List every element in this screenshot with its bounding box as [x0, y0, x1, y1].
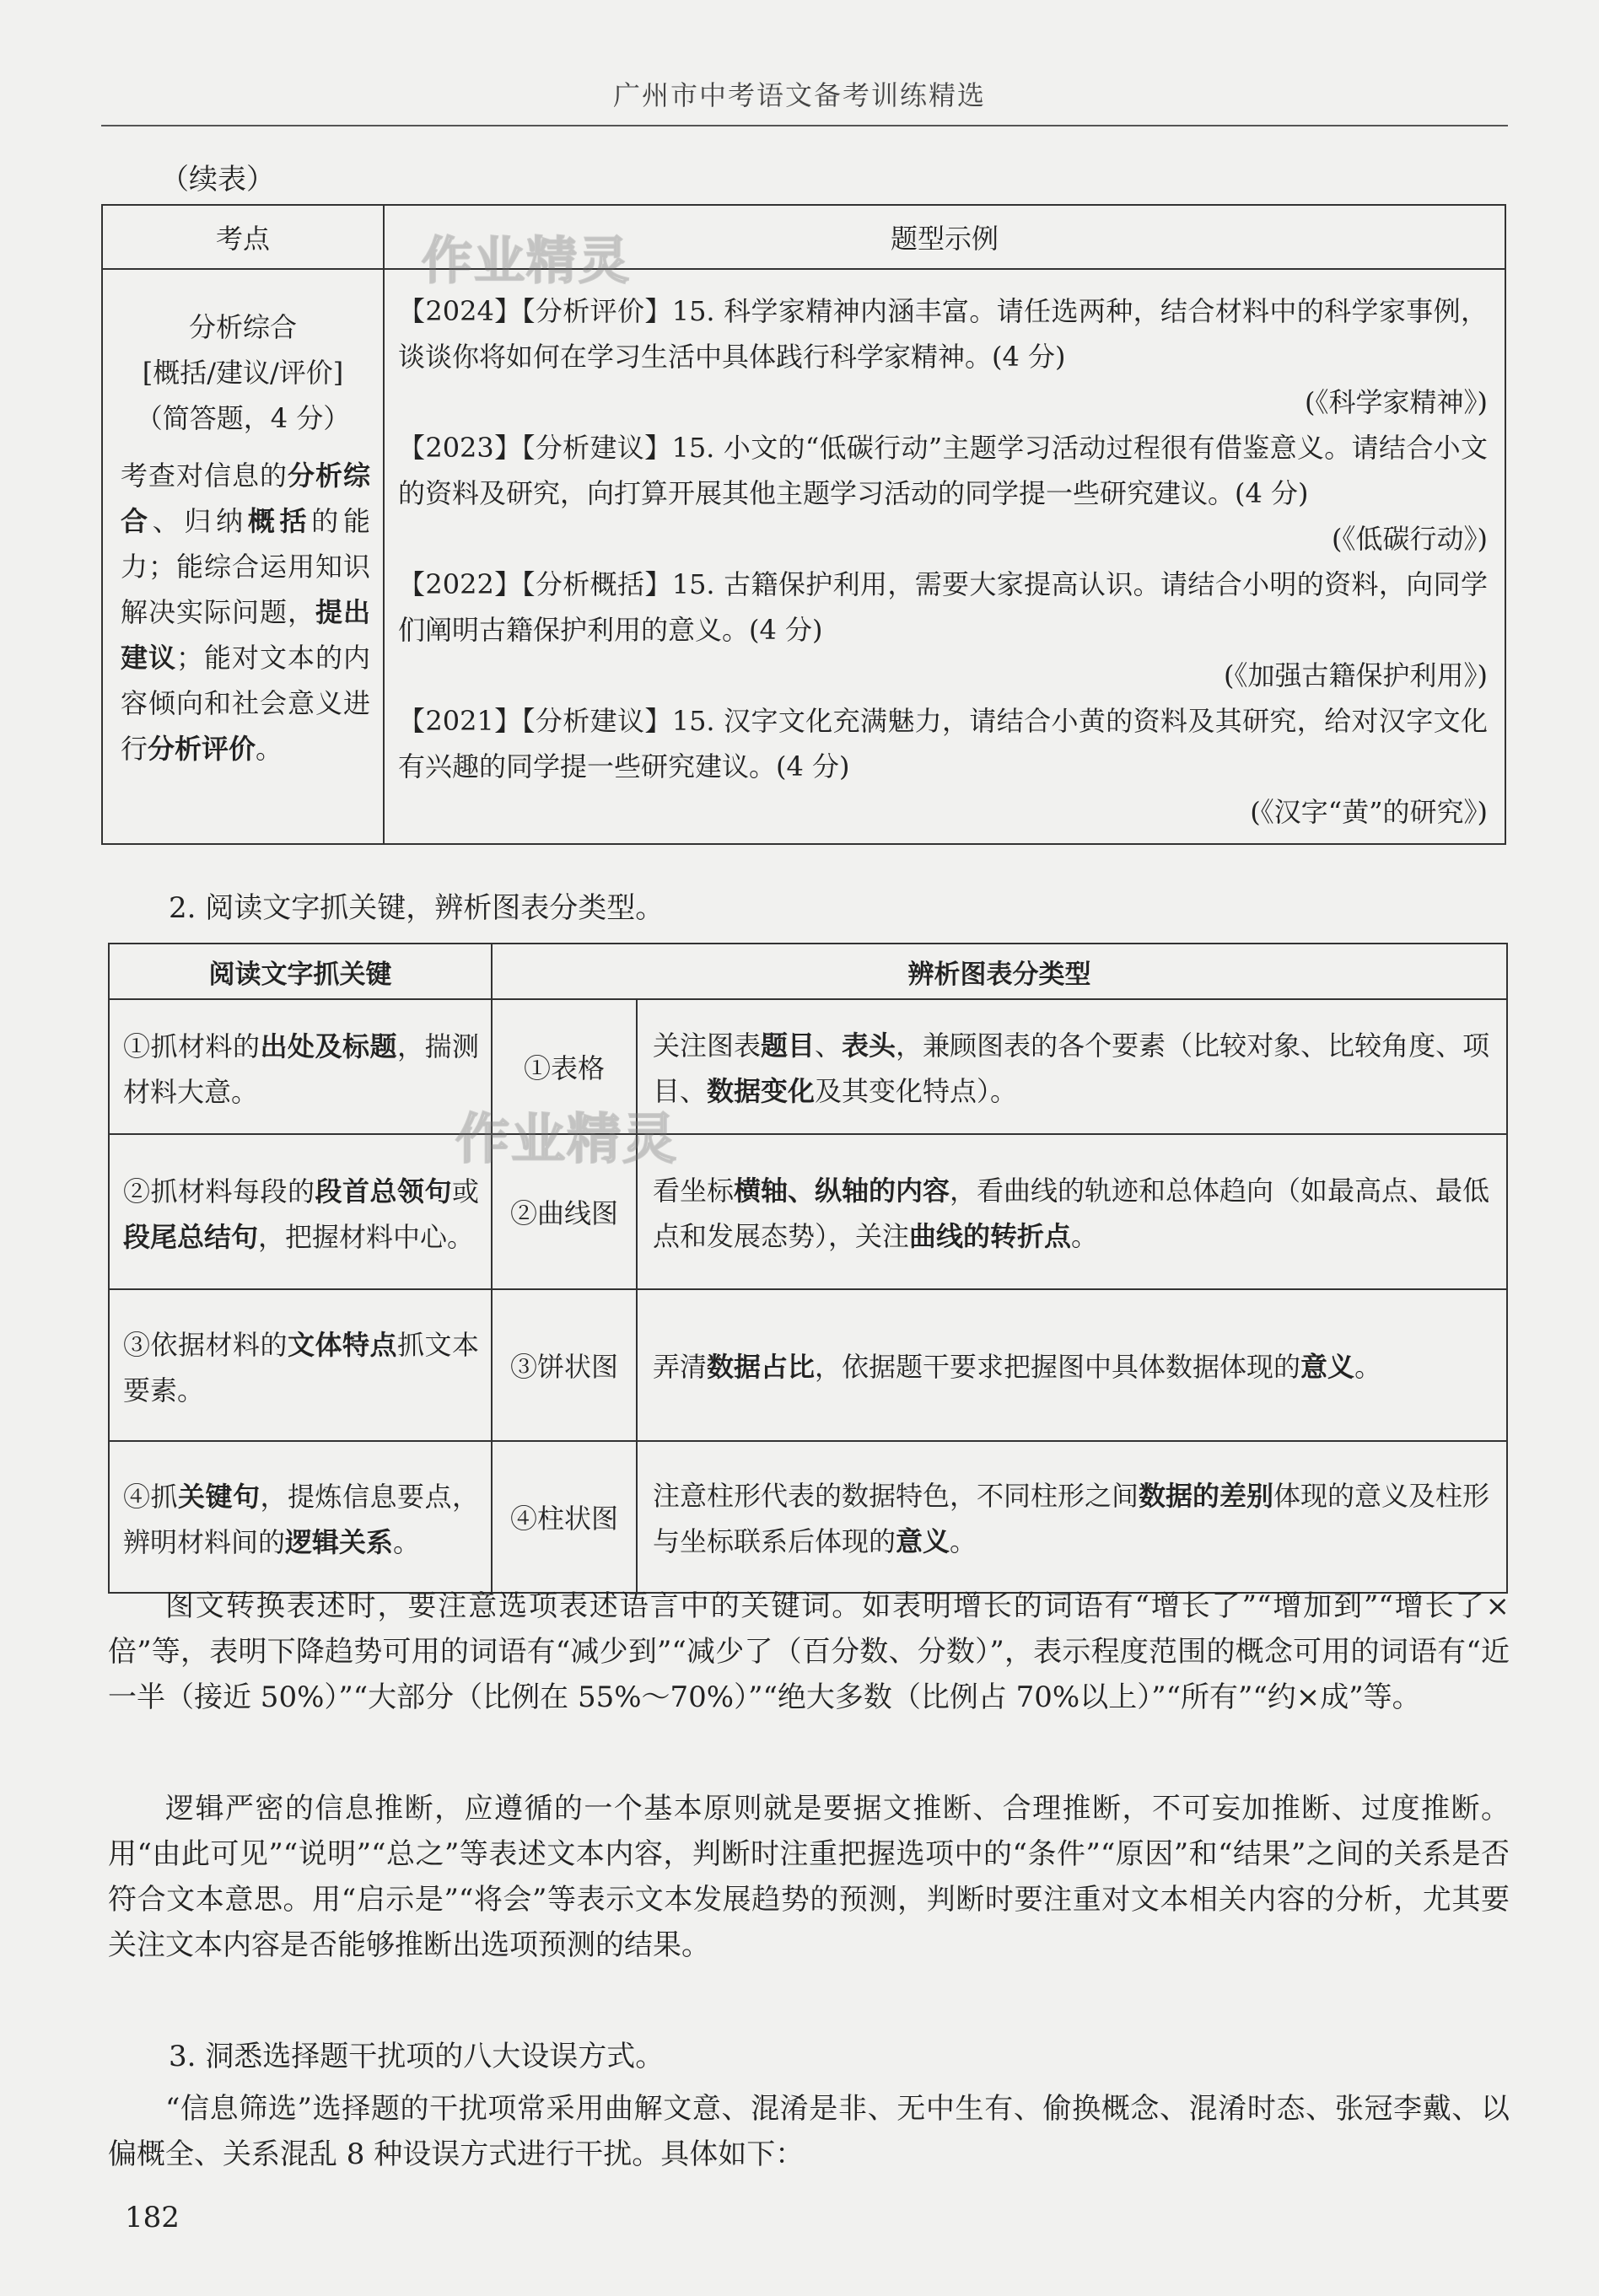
paragraph-distractors: “信息筛选”选择题的干扰项常采用曲解文意、混淆是非、无中生有、偷换概念、混淆时态、张冠李戴、以偏概全、关系混乱 8 种设误方式进行干扰。具体如下：: [108, 2092, 1510, 2171]
text-run: ，提炼信息要点，辨明材料间的: [123, 1481, 479, 1558]
emphasis-text: 分析评价: [148, 733, 256, 765]
emphasis-text: 关键句: [178, 1481, 261, 1513]
text-run: 。: [393, 1526, 421, 1558]
emphasis-text: 意义: [1300, 1351, 1355, 1383]
reading-tip: [109, 1441, 492, 1593]
text-run: ；能对文本的内容倾向和社会意义进行: [121, 642, 370, 765]
text-run: ，揣测材料大意。: [123, 1030, 479, 1108]
emphasis-text: 意义: [896, 1525, 950, 1557]
text-run: 体现的意义及柱形与坐标联系后体现的: [653, 1480, 1490, 1557]
emphasis-text: 曲线的转折点: [909, 1220, 1072, 1252]
text-run: 注意柱形代表的数据特色，不同柱形之间: [653, 1480, 1139, 1512]
example-source: (《低碳行动》): [1332, 523, 1488, 555]
text-run: 、: [815, 1030, 843, 1062]
text-run: 、归纳: [152, 505, 248, 537]
table-row: [109, 999, 1507, 1134]
chart-tip: [637, 999, 1507, 1134]
examples-cell: [384, 269, 1505, 844]
text-run: 。: [950, 1525, 977, 1557]
text-run: ，兼顾图表的各个要素（比较对象、比较角度、项目、: [653, 1030, 1490, 1107]
paragraph-inference: 逻辑严密的信息推断，应遵循的一个基本原则就是要据文推断、合理推断，不可妄加推断、过度推断。用“由此可见”“说明”“总之”等表述文本内容，判断时注重把握选项中的“条件”“原因”和“结果”之间的关系是否符合文本意思。用“启示是”“将会”等表示文本发展趋势的预测，判断时要注重对文本相关内容的分析，尤其要关注文本内容是否能够推断出选项预测的结果。: [108, 1792, 1510, 1962]
section-2-title: 2. 阅读文字抓关键，辨析图表分类型。: [169, 891, 665, 925]
table-row: [109, 1441, 1507, 1593]
text-run: 的能力；能综合运用知识解决实际问题，: [121, 505, 370, 628]
text-run: 抓文本要素。: [123, 1329, 479, 1406]
kaodian-title-line: （简答题，4 分）: [135, 402, 351, 434]
table-header-row: [102, 205, 1505, 269]
example-source: (《汉字“黄”的研究》): [1250, 796, 1488, 828]
example-item: [398, 698, 1488, 835]
emphasis-text: 段尾总结句: [123, 1221, 259, 1253]
table-row: [109, 1134, 1507, 1289]
example-source: (《科学家精神》): [1305, 386, 1488, 418]
kaodian-title: [104, 271, 382, 441]
example-item: [398, 425, 1488, 562]
emphasis-text: 数据的差别: [1139, 1480, 1274, 1512]
emphasis-text: 数据变化: [707, 1075, 816, 1107]
chart-tip: [637, 1441, 1507, 1593]
chart-type: ③饼状图: [492, 1289, 637, 1441]
text-run: 关注图表: [653, 1030, 762, 1062]
emphasis-text: 逻辑关系: [285, 1526, 394, 1558]
text-run: 。: [256, 733, 283, 765]
chart-tip: [637, 1289, 1507, 1441]
page-header: 广州市中考语文备考训练精选: [612, 79, 986, 111]
emphasis-text: 概括: [247, 505, 312, 537]
chart-tip: [637, 1134, 1507, 1289]
watermark-logo: 作业精灵: [455, 1109, 678, 1171]
emphasis-text: 文体特点: [287, 1329, 397, 1361]
text-run: ，把握材料中心。: [258, 1221, 475, 1253]
paragraph-keywords: 图文转换表述时，要注意选项表述语言中的关键词。如表明增长的词语有“增长了”“增加到”“增长了×倍”等，表明下降趋势可用的词语有“减少到”“减少了（百分数、分数）”，表示程度范围的概念可用的词语有“近一半（接近 50%）”“大部分（比例在 55%～70%）”“绝大多数（比例占 70%以上）”“所有”“约×成”等。: [108, 1589, 1510, 1714]
example-question: 【2023】【分析建议】15. 小文的“低碳行动”主题学习活动过程很有借鉴意义。请结合小文的资料及研究，向打算开展其他主题学习活动的同学提一些研究建议。(4 分): [398, 432, 1488, 509]
emphasis-text: 分析综合: [121, 460, 370, 537]
text-run: ，看曲线的轨迹和总体趋向（如最高点、最低点和发展态势），关注: [653, 1175, 1490, 1252]
example-question: 【2024】【分析评价】15. 科学家精神内涵丰富。请任选两种，结合材料中的科学家事例，谈谈你将如何在学习生活中具体践行科学家精神。(4 分): [398, 295, 1488, 373]
emphasis-text: 数据占比: [707, 1351, 816, 1383]
emphasis-text: 表头: [842, 1030, 896, 1062]
reading-chart-table: [108, 943, 1508, 1594]
emphasis-text: 段首总领句: [315, 1175, 452, 1207]
text-run: 。: [1354, 1351, 1382, 1383]
chart-type: ④柱状图: [492, 1441, 637, 1593]
section-3-title: 3. 洞悉选择题干扰项的八大设误方式。: [169, 2040, 665, 2073]
column-header-reading: 阅读文字抓关键: [109, 944, 492, 999]
emphasis-text: 横轴、纵轴的内容: [734, 1175, 950, 1207]
chart-type: ②曲线图: [492, 1134, 637, 1289]
page-number: 182: [125, 2201, 180, 2234]
table-row: [102, 269, 1505, 844]
header-rule: [101, 125, 1508, 126]
text-run: ③依据材料的: [123, 1329, 288, 1361]
column-header-examples: 题型示例: [384, 205, 1505, 269]
exam-points-table: [101, 204, 1506, 845]
text-run: 看坐标: [653, 1175, 735, 1207]
emphasis-text: 题目: [761, 1030, 816, 1062]
column-header-kaodian: 考点: [102, 205, 384, 269]
text-run: 弄清: [653, 1351, 708, 1383]
chart-type: ①表格: [492, 999, 637, 1134]
text-run: 或: [451, 1175, 479, 1207]
table-caption: （续表）: [160, 163, 275, 196]
emphasis-text: 提出建议: [121, 596, 370, 674]
text-run: 及其变化特点）。: [815, 1075, 1018, 1107]
text-run: ④抓: [123, 1481, 178, 1513]
example-item: [398, 562, 1488, 698]
column-header-chart-types: 辨析图表分类型: [492, 944, 1507, 999]
kaodian-title-line: [概括/建议/评价]: [142, 357, 344, 389]
text-run: ②抓材料每段的: [123, 1175, 315, 1207]
kaodian-cell: [102, 269, 384, 844]
text-run: ，依据题干要求把握图中具体数据体现的: [815, 1351, 1301, 1383]
emphasis-text: 出处及标题: [260, 1030, 397, 1062]
text-run: 考查对信息的: [121, 460, 288, 492]
reading-tip: [109, 999, 492, 1134]
table-row: [109, 1289, 1507, 1441]
example-item: [398, 288, 1488, 425]
kaodian-title-line: 分析综合: [188, 311, 297, 343]
text-run: ①抓材料的: [123, 1030, 261, 1062]
kaodian-description: [104, 441, 382, 772]
watermark-logo: 作业精灵: [422, 232, 631, 291]
table-header-row: [109, 944, 1507, 999]
reading-tip: [109, 1134, 492, 1289]
example-question: 【2022】【分析概括】15. 古籍保护利用，需要大家提高认识。请结合小明的资料，向同学们阐明古籍保护利用的意义。(4 分): [398, 568, 1488, 646]
reading-tip: [109, 1289, 492, 1441]
text-run: 。: [1071, 1220, 1099, 1252]
example-source: (《加强古籍保护利用》): [1224, 659, 1488, 691]
example-question: 【2021】【分析建议】15. 汉字文化充满魅力，请结合小黄的资料及其研究，给对汉字文化有兴趣的同学提一些研究建议。(4 分): [398, 705, 1488, 782]
